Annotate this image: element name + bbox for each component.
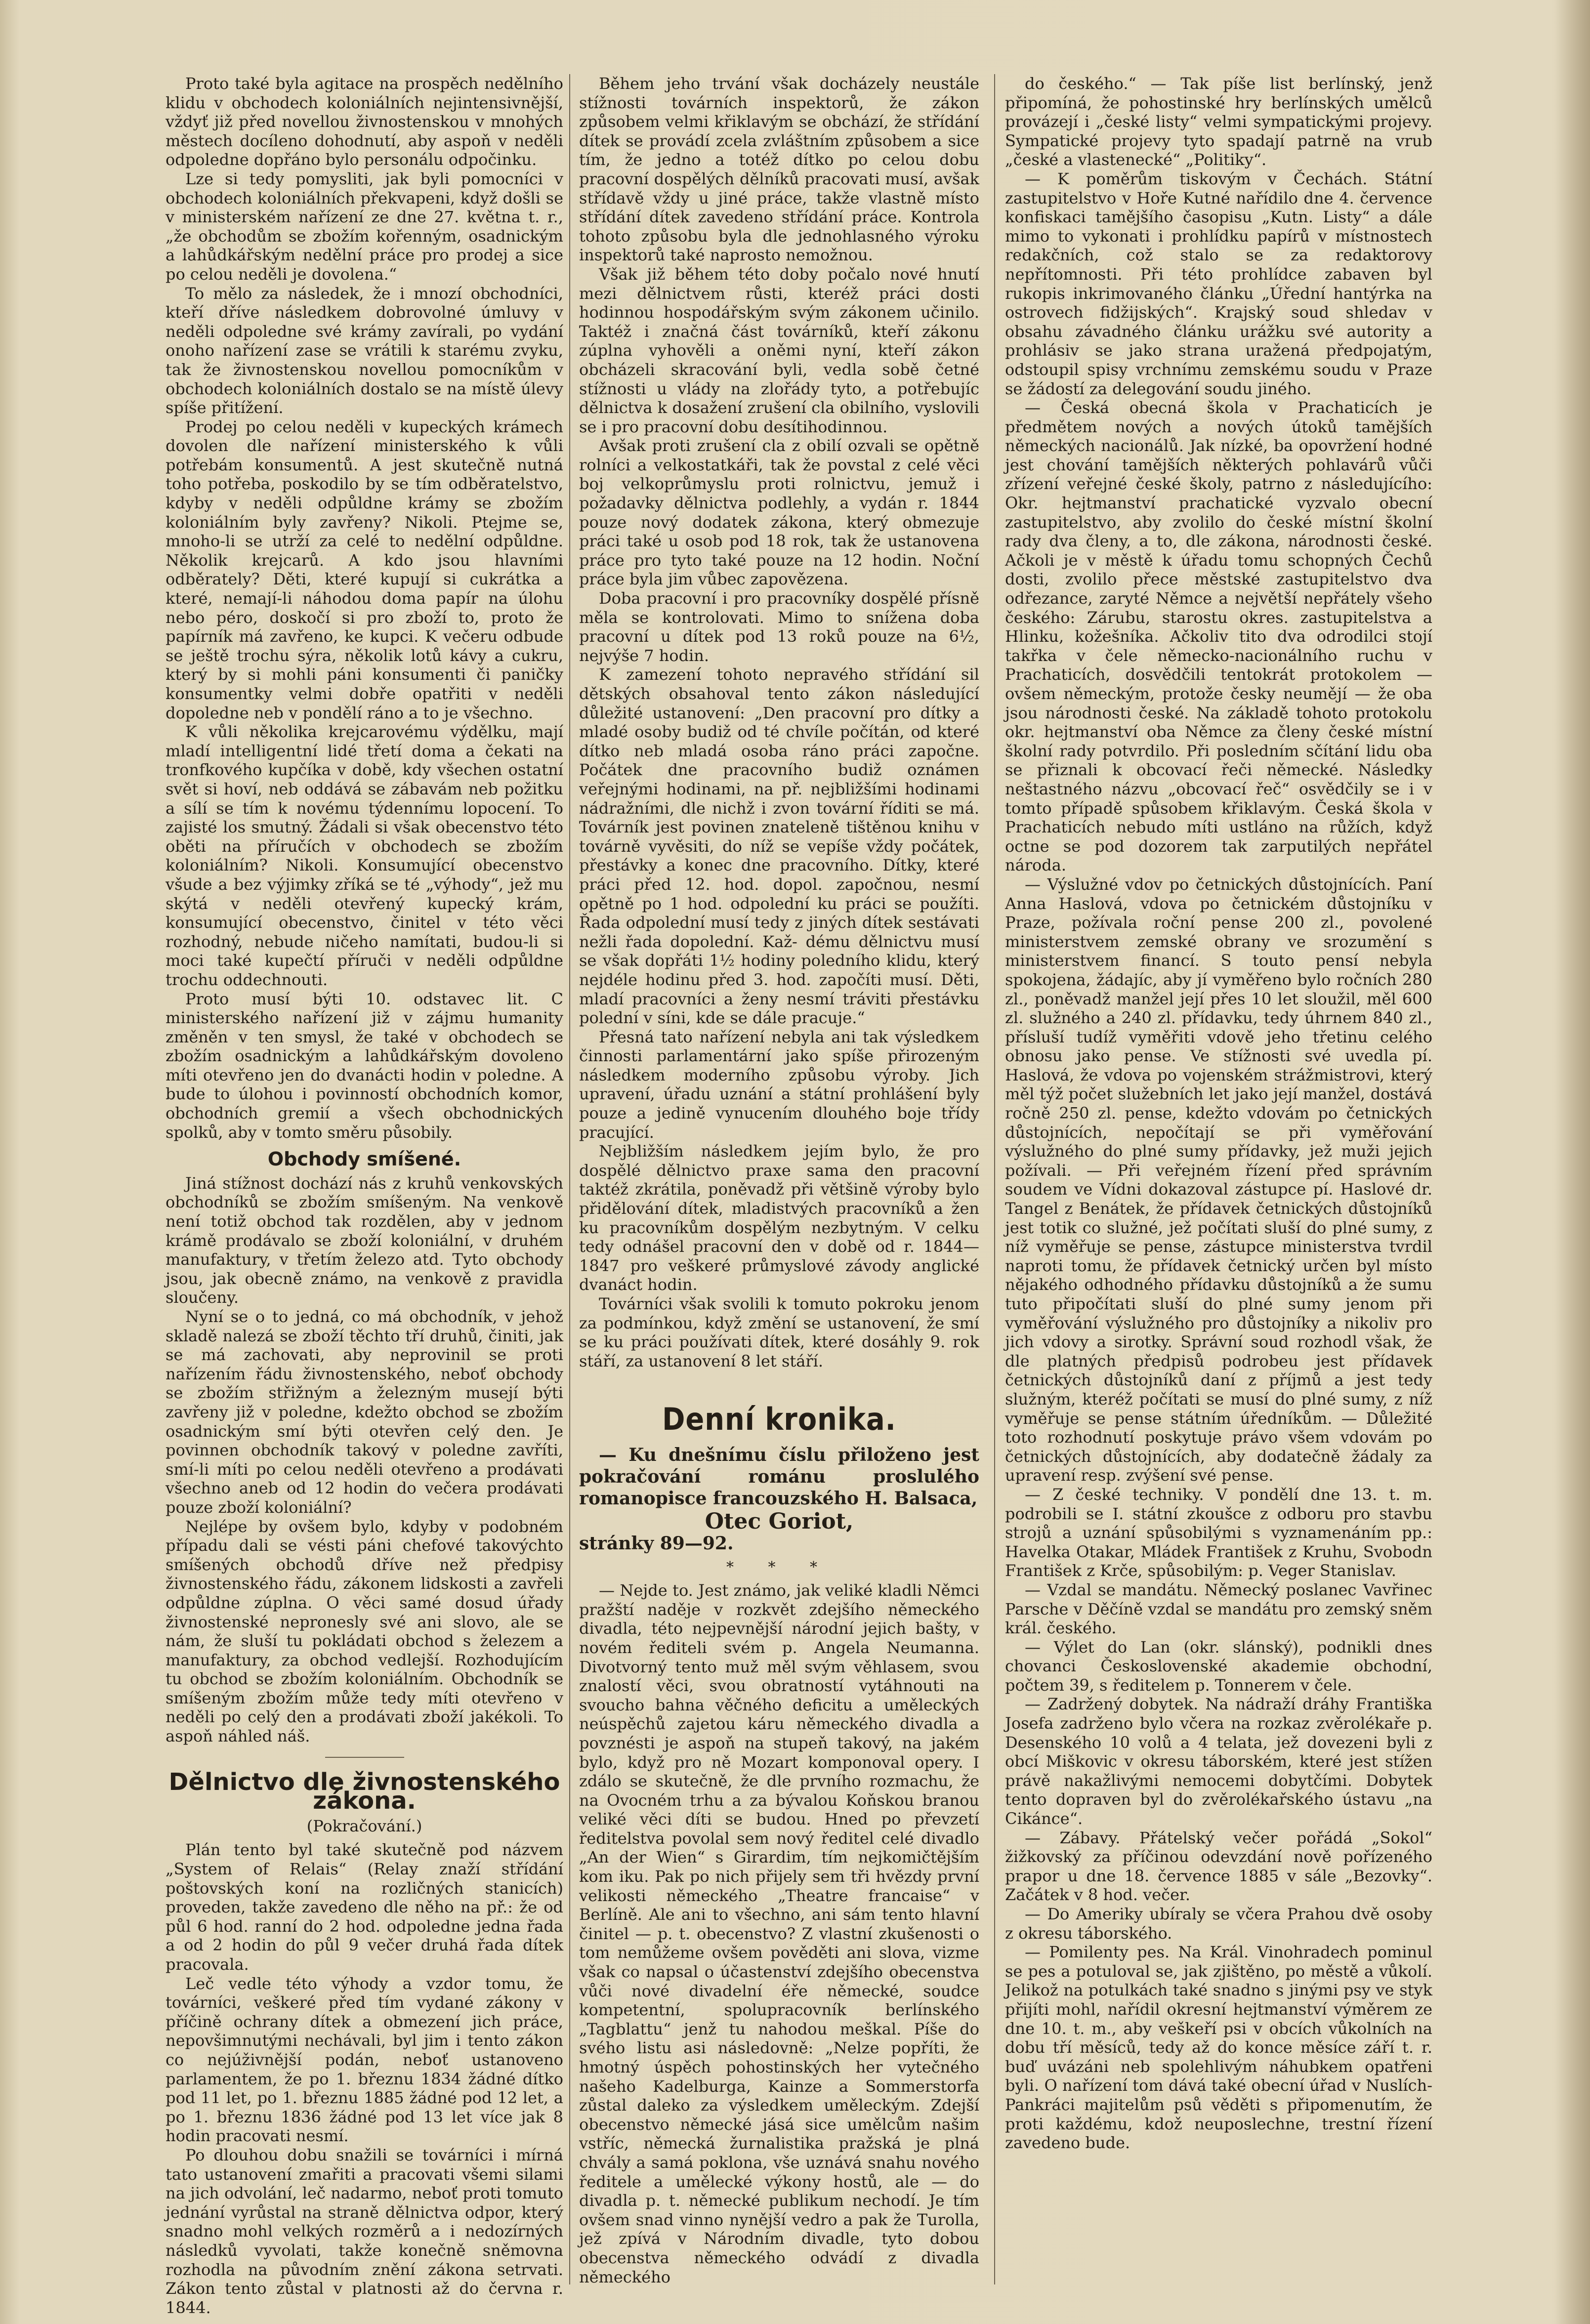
paragraph: — Nejde to. Jest známo, jak veliké kladli Němci pražští naděje v rozkvět zdejšího německého divadla, této nejpevnější národní jejich bašty, v novém řediteli svém p. Angela Neumanna. Divotvorný tento muž měl svým věhlasem, svou znalostí věci, svou obratností vytáhnouti na svoucho bahna věčného deficitu a uměleckých neúspěchů zajetou káru německého divadla a povznésti je aspoň na stupeň takový, na jakém bylo, když pro ně Mozart komponoval opery. I zdálo se skutečně, že dle prvního rozmachu, že na Ovocném trhu a za bývalou Koňskou branou veliké věci díti se budou. Hned po převzetí ředitelstva povolal sem nový ředitel celé divadlo „An der Wien“ s Girardim, tím nejkomičtějším kom iku. Pak po nich přijely sem tři hvězdy první velikosti německého „Theatre francaise“ v Berlíně. Ale ani to všechno, ani sám tento hlavní činitel — p. t. obecenstvo? Z vlastní zkušenosti o tom nemůžeme ovšem pověděti ani slova, vizme však co napsal o účastenství zdejšího obecenstva vůči nové divadelní éře německé, soudce kompetentní, spolupracovník berlínského „Tagblattu“ jenž tu nahodou meškal. Píše do svého listu asi následovně: „Nelze popříti, že hmotný úspěch pohostinských her vytečného našeho Kadelburga, Kainze a Sommerstorfa zůstal daleko za výsledkem uměleckým. Zdejší obecenstvo německé jásá sice umělcům našim vstříc, německá žurnalistika pražská je plná chvály a samá poklona, vše uznává snahu nového ředitele a umělecké výkony hostů, ale — do divadla p. t. německé publikum nechodí. Je tím ovšem snad vinno nynější vedro a pak že Turolla, jež zpívá v Národním divadle, tyto dobou obecenstva německého odvádí z divadla německého xyxy=(579,1581,979,2286)
section-title: Denní kronika. xyxy=(662,1401,896,1438)
paragraph: Proto také byla agitace na prospěch nedělního klidu v obchodech koloniálních nejintensivnější, vždyť již před novellou živnostenskou v mnohých městech docíleno dohodnutí, aby aspoň v neděli odpoledne dopřáno bylo personálu odpočinku. xyxy=(166,74,563,169)
column-rule-2 xyxy=(994,74,995,2284)
novel-pages: stránky 89—92. xyxy=(579,1533,734,1554)
paragraph: K vůli několika krejcarovému výdělku, mají mladí intelligentní lidé třetí doma a čekati na tronfkového kupčíka v době, kdy všechen ostatní svět si hoví, neb oddává se zábavám neb požitku a sílí se tím k novému týdennímu lopocení. To zajisté los smutný. Žádali si však obecenstvo této oběti na příručích v obchodech se zbožím koloniálním? Nikoli. Konsumující obecenstvo všude a bez výjimky zříká se té „výhody“, jež mu skýtá v neděli otevřený kupecký krám, konsumující obecenstvo, činitel v této věci rozhodný, nebude ničeho namítati, budou-li si moci také kupečtí příruči v neděli odpůldne trochu oddechnouti. xyxy=(166,722,563,989)
lead-notice: — Ku dnešnímu číslu přiloženo jest pokračování románu proslulého romanopisce francouzského H. Balsaca, xyxy=(579,1444,979,1509)
article-subheading: (Pokračování.) xyxy=(306,1816,422,1835)
asterism: * * * xyxy=(726,1558,833,1576)
paragraph: To mělo za následek, že i mnozí obchodníci, kteří dříve následkem dobrovolné úmluvy v neděli odpoledne své krámy zavírali, po vydání onoho nařízení zase se vrátili k starému zvyku, tak že živnostenskou novellou pomocníkům v obchodech koloniálních dostalo se na místě úlevy spíše přitížení. xyxy=(166,284,563,417)
paragraph: — Česká obecná škola v Prachaticích je předmětem nových a nových útoků tamějších německých nacionálů. Jak nízké, ba opovržení hodné jest chování tamějších některých pohlavárů vůči zřízení veřejné české školy, patrno z následujícího: Okr. hejtmanství prachatické vyzvalo obecní zastupitelstvo, aby zvolilo do české místní školní rady dva členy, a to, dle zákona, národnosti české. Ačkoli je v městě k úřadu tomu schopných Čechů dosti, zvolilo přece městské zastupitelstvo dva odřezance, zaryté Němce a největší nepřátely všeho českého: Zárubu, starostu okres. zastupitelstva a Hlinku, kožešníka. Ačkoliv tito dva odrodilci stojí takřka v čele německo-nacionálního ruchu v Prachaticích, dosvědčili tentokrát protokolem — ovšem německým, protože česky neumějí — že oba jsou národnosti české. Na základě tohoto protokolu okr. hejtmanství oba Němce za členy české místní školní rady potvrdilo. Při posledním sčítání lidu oba se přiznali k obcovací řeči německé. Následky neštastného názvu „obcovací řeč“ osvědčily se i v tomto případě spůsobem křiklavým. Česká škola v Prachaticích nebudo míti ustláno na růžích, když octne se pod dozorem tak zarputilých nepřátel národa. xyxy=(1005,398,1432,875)
column-1 xyxy=(166,74,563,2317)
column-rule-1 xyxy=(569,74,570,2284)
paragraph: Avšak proti zrušení cla z obilí ozvali se opětně rolníci a velkostatkáři, tak že povstal z celé věci boj velkoprůmyslu proti rolnictvu, jemuž i požadavky dělnictva podlehly, a vydán r. 1844 pouze nový dodatek zákona, který obmezuje práci také u osob pod 18 rok, tak že ustanovena práce pro tyto také pouze na 12 hodin. Noční práce byla jim vůbec zapovězena. xyxy=(579,436,979,589)
paragraph: — Výlet do Lan (okr. slánský), podnikli dnes chovanci Československé akademie obchodní, počtem 39, s ředitelem p. Tonnerem v čele. xyxy=(1005,1637,1432,1695)
paragraph: Však již během této doby počalo nové hnutí mezi dělnictvem růsti, kteréž práci dosti hodinnou hospodářským svým zákonem učinilo. Taktéž i značná část továrníků, kteří zákonu zúplna vyhověli a oněmi nyní, kteří zákon obcházeli skracování byli, vedla sobě četné stížnosti u vlády na zlořády tyto, a potřebujíc dělnictva k dosažení zrušení cla obilního, vyslovili se i pro pracovní dobu desítihodinnou. xyxy=(579,264,979,436)
paragraph: Továrníci však svolili k tomuto pokroku jenom za podmínkou, když změní se ustanovení, že smí se ku práci používati dítek, které dosáhly 9. rok stáří, za ustanovení 8 let stáří. xyxy=(579,1294,979,1370)
column-2 xyxy=(579,74,979,2289)
paragraph: Nejbližším následkem jejím bylo, že pro dospělé dělnictvo praxe sama den pracovní taktéž zkrátila, poněvadž při většině výroby bylo přidělování dítek, mladistvých pracovníků a žen ku pracovníkům dospělým nezbytným. V celku tedy odnášel pracovní den v době od r. 1844—1847 pro veškeré průmyslové závody anglické dvanáct hodin. xyxy=(579,1142,979,1294)
paragraph: Leč vedle této výhody a vzdor tomu, že továrníci, veškeré před tím vydané zákony v příčině ochrany dítek a obmezení jich práce, nepovšimnutými nechávali, byl jim i tento zákon co nejúživnější podán, neboť ustanoveno parlamentem, že po 1. březnu 1834 žádné dítko pod 11 let, po 1. březnu 1885 žádné pod 12 let, a po 1. březnu 1836 žádné pod 13 let více jak 8 hodin pracovati nesmí. xyxy=(166,1974,563,2146)
article-heading: Dělnictvo dle živnostenského zákona. xyxy=(168,1768,560,1815)
paragraph: — Z české techniky. V pondělí dne 13. t. m. podrobili se I. státní zkoušce z odboru pro stavbu strojů a uznání spůsobilými s vyznamenáním pp.: Havelka Otakar, Mládek František z Kruhu, Svobodn František z Krče, spůsobilým: p. Veger Stanislav. xyxy=(1005,1485,1432,1580)
paragraph: Po dlouhou dobu snažili se továrníci i mírná tato ustanovení zmařiti a pracovati všemi silami na jich odvolání, leč nadarmo, neboť proti tomuto jednání vyrůstal na straně dělnictva odpor, který snadno mohl velkých rozměrů a i nedozírných následků vyvolati, takže konečně sněmovna rozhodla na původním znění zákona setrvati. Zákon tento zůstal v platnosti až do června r. 1844. xyxy=(166,2145,563,2317)
paragraph: — Do Ameriky ubíraly se včera Prahou dvě osoby z okresu táborského. xyxy=(1005,1905,1432,1943)
paragraph: Jiná stížnost dochází nás z kruhů venkovských obchodníků se zbožím smíšeným. Na venkově není totiž obchod tak rozdělen, aby v jednom krámě prodávalo se zboží koloniální, v druhém manufaktury, v třetím železo atd. Tyto obchody jsou, jak obecně známo, na venkově z pravidla sloučeny. xyxy=(166,1173,563,1307)
paragraph: Lze si tedy pomysliti, jak byli pomocníci v obchodech koloniálních překvapeni, když došli se v ministerském nařízení ze dne 27. května t. r., „že obchodům se zbožím kořenným, osadnickým a lahůdkářským nedělní práce pro prodej a sice po celou neděli je dovolena.“ xyxy=(166,169,563,284)
paragraph: — Zábavy. Přátelský večer pořádá „Sokol“ žižkovský za příčinou odevzdání nově pořízeného prapor u dne 18. července 1885 v sále „Bezovky“. Začátek v 8 hod. večer. xyxy=(1005,1828,1432,1905)
separator xyxy=(325,1757,404,1758)
paragraph: — Výslužné vdov po četnických důstojnících. Paní Anna Haslová, vdova po četnickém důstojníku v Praze, požívala roční pense 200 zl., povolené ministerstvem zemské obrany ve srozumění s ministerstvem financí. S touto pensí nebyla spokojena, žádajíc, aby jí vyměřeno bylo ročních 280 zl., poněvadž manžel její přes 10 let sloužil, měl 600 zl. služného a 240 zl. přídavku, tedy úhrnem 840 zl., přísluší tudíž vyměřiti vdově jeho třetinu celého obnosu jako pense. Ve stížnosti své uvedla pí. Haslová, že vdova po vojenském strážmistrovi, který měl týž počet služebních let jako její manžel, dostává ročně 250 zl. pense, kdežto vdovám po četnických důstojnících, nepočítají se při vyměřování výslužného do plné sumy přídavky, jež muži jejich požívali. — Při veřejném řízení před správním soudem ve Vídni dokazoval zástupce pí. Haslové dr. Tangel z Benátek, že přídavek četnických důstojníků jest totik co služné, jež počítati sluší do plné sumy, z níž vyměřuje se pense, zástupce ministerstva tvrdil naproti tomu, že přídavek četnický určen byl místo nějakého odhodného přídavku důstojníků a že sumu tuto připočítati sluší do plné sumy jenom při vyměřování výslužného pro důstojníky a nikoliv pro jich vdovy a sirotky. Správní soud rozhodl však, že dle platných předpisů podrobeu jest přídavek četnických důstojníků daní z příjmů a jest tedy služným, kteréž počítati se musí do plné sumy, z níž vyměřuje se pense státním úředníkům. — Důležité toto rozhodnutí poskytuje právo všem vdovám po četnických důstojnících, aby dodatečně žádaly za upravení resp. zvýšení své pense. xyxy=(1005,874,1432,1485)
paragraph: — Zadržený dobytek. Na nádraží dráhy Františka Josefa zadrženo bylo včera na rozkaz zvěrolékaře p. Desenského 10 volů a 4 telata, jež dovezeni byli z obcí Miškovic v okresu táborském, které jest stížen právě nakažlivými nemocemi dobytčími. Dobytek tento dopraven byl do zvěrolékařského ústavu „na Cikánce“. xyxy=(1005,1695,1432,1828)
paragraph: Plán tento byl také skutečně pod názvem „System of Relais“ (Relay znaží střídání poštovských koní na rozličných stanicích) proveden, takže zavedeno dle něho na př.: že od půl 6 hod. ranní do 2 hod. odpoledne jedna řada a od 2 hodin do půl 9 večer druhá řada dítek pracovala. xyxy=(166,1840,563,1974)
paragraph: — K poměrům tiskovým v Čechách. Státní zastupitelstvo v Hoře Kutné nařídilo dne 4. července konfiskaci tamějšího časopisu „Kutn. Listy“ a dále mimo to vykonati i prohlídku papírů v místnostech redakčních, což stalo se za redaktorovy nepřítomnosti. Při této prohlídce zabaven byl rukopis inkrimovaného článku „Úřední hantýrka na ostrovech fidžijských“. Krajský soud shledav v obsahu závadného článku urážku své autority a prohlásiv se jako strana uražená předpojatým, odstoupil spisy vrchnímu zemskému soudu v Praze se žádostí za delegování soudu jiného. xyxy=(1005,169,1432,398)
paragraph: K zamezení tohoto nepravého střídání sil dětských obsahoval tento zákon následující důležité ustanovení: „Den pracovní pro dítky a mladé osoby budiž od té chvíle počítán, od které dítko neb mladá osoba ráno práci započne. Počátek dne pracovního budiž oznámen veřejnými hodinami, na př. nejbližšími hodinami nádražními, dle nichž i zvon tovární říditi se má. Továrník jest povinen znateleně tištěnou knihu v továrně vyvěsiti, do níž se vepíše vždy počátek, přestávky a konec dne pracovního. Dítky, které práci před 12. hod. dopol. započnou, nesmí opětně po 1 hod. odpolední ku práci se použíti. Řada odpolední musí tedy z jiných dítek sestávati nežli řada dopolední. Kaž- dému dělnictvu musí se však dopřáti 1½ hodiny poledního klidu, který nejdéle hodinu před 3. hod. započíti musí. Děti, mladí pracovníci a ženy nesmí tráviti přestávku polední v síni, kde se dále pracuje.“ xyxy=(579,665,979,1028)
paragraph: Nejlépe by ovšem bylo, kdyby v podobném případu dali se vésti páni chefové takovýchto smíšených obchodů dříve než předpisy živnostenského řádu, zákonem lidskosti a zavřeli odpůldne zúplna. O věci samé dosud úřady živnostenské nepronesly své ani slovo, ale se nám, že sluší tu pokládati obchod s železem a manufaktury, za obchod vedlejší. Rozhodujícím tu obchod se zbožím koloniálním. Obchodník se smíšeným zbožím může tedy míti otevřeno v neděli po celý den a prodávati zboží jakékoli. To aspoň náhled náš. xyxy=(166,1517,563,1746)
paragraph: Doba pracovní i pro pracovníky dospělé přísně měla se kontrolovati. Mimo to snížena doba pracovní u dítek pod 13 roků pouze na 6½, nejvýše 7 hodin. xyxy=(579,589,979,665)
paragraph: — Pomilenty pes. Na Král. Vinohradech pominul se pes a potuloval se, jak zjištěno, po městě a vůkolí. Jelikož na potulkách také snadno s jinými psy ve styk přijíti mohl, nařídil okresní hejtmanství výměrem ze dne 10. t. m., aby veškeří psi v obcích vůkolních na dobu tří měsíců, tedy až do konce měsíce září t. r. buď uvázáni neb spolehlivým náhubkem opatřeni byli. O nařízení tom dává také obecní úřad v Nuslích-Pankráci majitelům psů věděti s připomenutím, že proti každému, kdož neuposlechne, trestní řízení zavedeno bude. xyxy=(1005,1943,1432,2153)
paragraph: do českého.“ — Tak píše list berlínský, jenž připomíná, že pohostinské hry berlínských umělců provázejí i „české listy“ velmi sympatickými projevy. Sympatické projevy tyto spadají patrně na vrub „české a vlastenecké“ „Politiky“. xyxy=(1005,74,1432,169)
section-heading: Obchody smíšené. xyxy=(267,1148,461,1170)
paragraph: Proto musí býti 10. odstavec lit. C ministerského nařízení již v zájmu humanity změněn v ten smysl, že také v obchodech se zbožím osadnickým a lahůdkářským dovoleno míti otevřeno jen do dvanácti hodin v poledne. A bude to úlohou i povinností obchodních komor, obchodních gremií a všech obchodnických spolků, aby v tomto směru působily. xyxy=(166,989,563,1142)
paragraph: — Vzdal se mandátu. Německý poslanec Vavřinec Parsche v Děčíně vzdal se mandátu pro zemský sněm král. českého. xyxy=(1005,1580,1432,1638)
paragraph: Během jeho trvání však docházely neustále stížnosti továrních inspektorů, že zákon způsobem velmi křiklavým se obchází, že střídání dítek se provádí zcela zvláštním způsobem a sice tím, že jedno a totéž dítko po celou dobu pracovní dospělých dělníků pracovati musí, avšak střídavě vždy u jiné práce, takže vlastně místo střídání dítek zavedeno střídání práce. Kontrola tohoto způsobu byla dle jednohlasného výroku inspektorů také naprosto nemožnou. xyxy=(579,74,979,265)
column-3 xyxy=(1005,74,1432,2289)
paragraph: Nyní se o to jedná, co má obchodník, v jehož skladě nalezá se zboží těchto tří druhů, činiti, jak se má zachovati, aby neprovinil se proti nařízením řádu živnostenského, neboť obchody se zbožím střižným a železným musejí býti zavřeny již v poledne, kdežto obchod se zbožím osadnickým smí býti otevřen celý den. Je povinnen obchodník takový v poledne zavříti, smí-li míti po celou neděli otevřeno a prodávati všechno aneb od 12 hodin do večera prodávati pouze zboží koloniální? xyxy=(166,1307,563,1517)
paragraph: Přesná tato nařízení nebyla ani tak výsledkem činnosti parlamentární jako spíše přirozeným následkem moderního způsobu výroby. Jich upravení, úřadu uznání a státní prohlášení byly pouze a jedině vynucením dlouhého boje třídy pracující. xyxy=(579,1027,979,1142)
novel-title: Otec Goriot, xyxy=(705,1508,854,1534)
paragraph: Prodej po celou neděli v kupeckých krámech dovolen dle nařízení ministerského k vůli potřebám konsumentů. A jest skutečně nutná toho potřeba, poskodilo by se tím odběratelstvo, kdyby v neděli odpůldne krámy se zbožím koloniálním byly zavřeny? Nikoli. Ptejme se, mnoho-li se utrží za celé to nedělní odpůldne. Několik krejcarů. A kdo jsou hlavními odběrately? Děti, které kupují si cukrátka a které, nemají-li náhodou doma papír na úlohu nebo péro, doskočí si pro zboží to, proto že papírník má zavřeno, ke kupci. K večeru odbude se ještě trochu sýra, několik lotů kávy a cukru, který by si mohli páni konsumenti či paničky konsumentky velmi dobře opatřiti v neděli dopoledne neb v pondělí ráno a to je všechno. xyxy=(166,417,563,722)
page-edge-shadow xyxy=(1555,0,1590,2324)
